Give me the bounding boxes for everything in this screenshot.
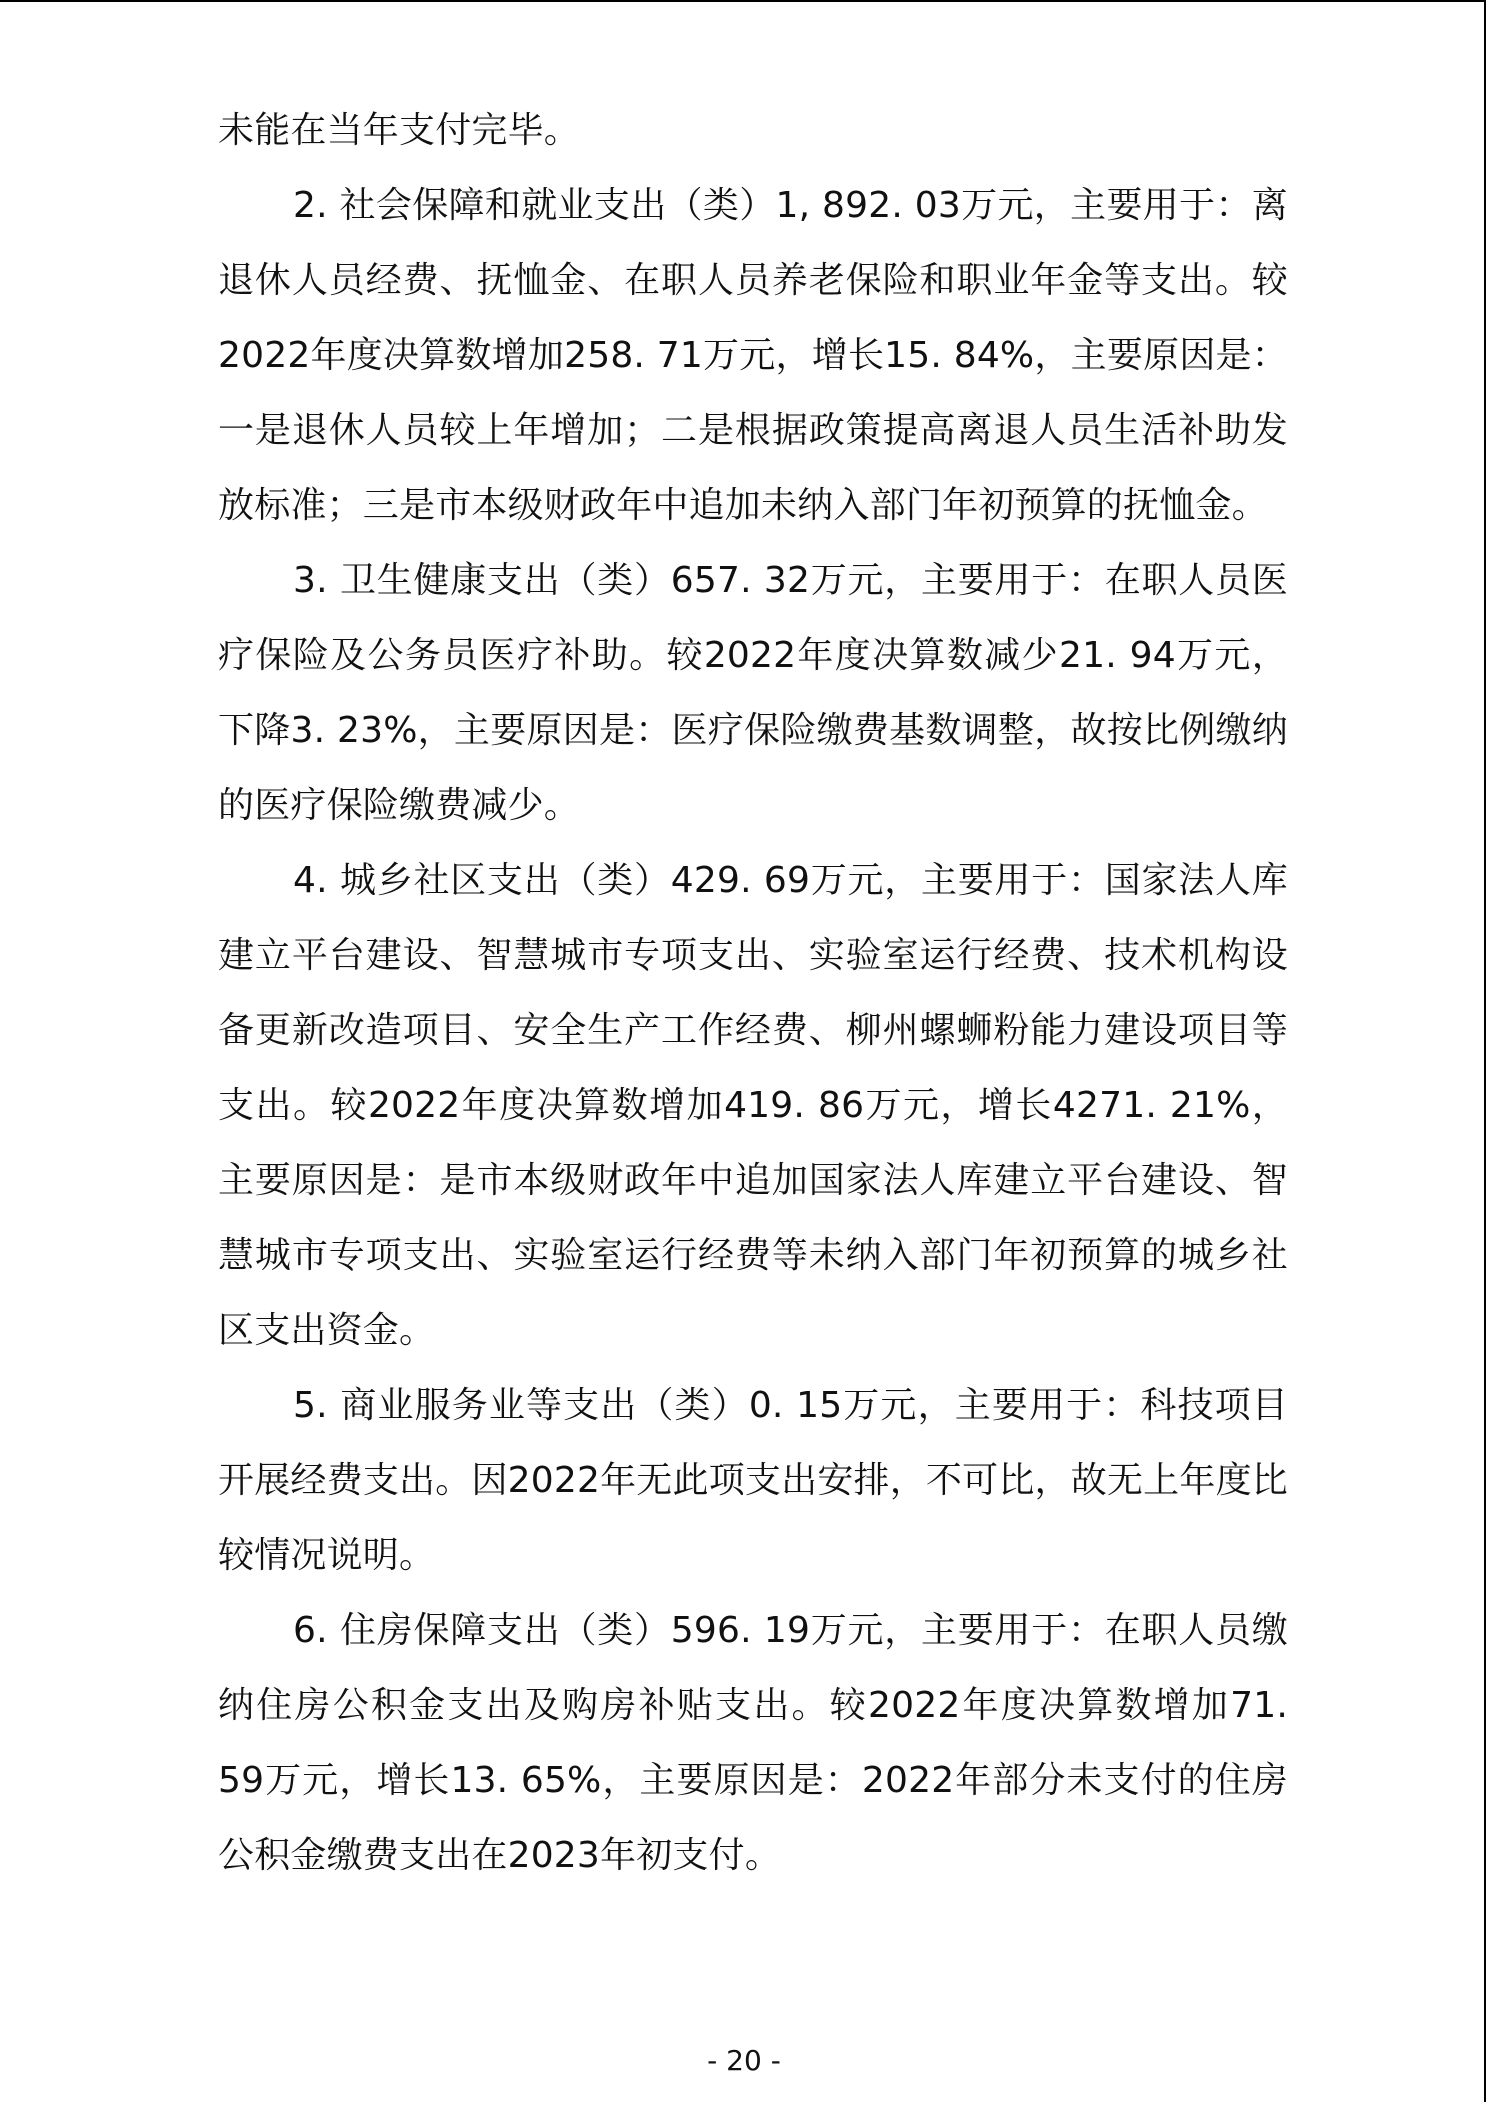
paragraph-continuation: 未能在当年支付完毕。	[218, 110, 581, 151]
paragraph-health-expenditure: 3. 卫生健康支出（类）657. 32万元，主要用于：在职人员医疗保险及公务员医疗补助。较2022年度决算数减少21. 94万元，下降3. 23%，主要原因是：医疗保险缴费基数调整，故按比例缴纳的医疗保险缴费减少。	[218, 560, 1288, 826]
paragraph-housing-security-expenditure: 6. 住房保障支出（类）596. 19万元，主要用于：在职人员缴纳住房公积金支出及购房补贴支出。较2022年度决算数增加71. 59万元，增长13. 65%，主要原因是：2022年部分未支付的住房公积金缴费支出在2023年初支付。	[218, 1610, 1288, 1876]
page-number: - 20 -	[707, 2044, 781, 2077]
document-body	[218, 93, 1288, 1893]
paragraph-commercial-services-expenditure: 5. 商业服务业等支出（类）0. 15万元，主要用于：科技项目开展经费支出。因2022年无此项支出安排，不可比，故无上年度比较情况说明。	[218, 1385, 1288, 1576]
paragraph-social-security-expenditure: 2. 社会保障和就业支出（类）1, 892. 03万元，主要用于：离退休人员经费、抚恤金、在职人员养老保险和职业年金等支出。较2022年度决算数增加258. 71万元，增长15. 84%，主要原因是：一是退休人员较上年增加；二是根据政策提高离退人员生活补助发放标准；三是市本级财政年中追加未纳入部门年初预算的抚恤金。	[218, 185, 1288, 526]
paragraph-urban-rural-community-expenditure: 4. 城乡社区支出（类）429. 69万元，主要用于：国家法人库建立平台建设、智慧城市专项支出、实验室运行经费、技术机构设备更新改造项目、安全生产工作经费、柳州螺蛳粉能力建设项目等支出。较2022年度决算数增加419. 86万元，增长4271. 21%，主要原因是：是市本级财政年中追加国家法人库建立平台建设、智慧城市专项支出、实验室运行经费等未纳入部门年初预算的城乡社区支出资金。	[218, 860, 1288, 1351]
